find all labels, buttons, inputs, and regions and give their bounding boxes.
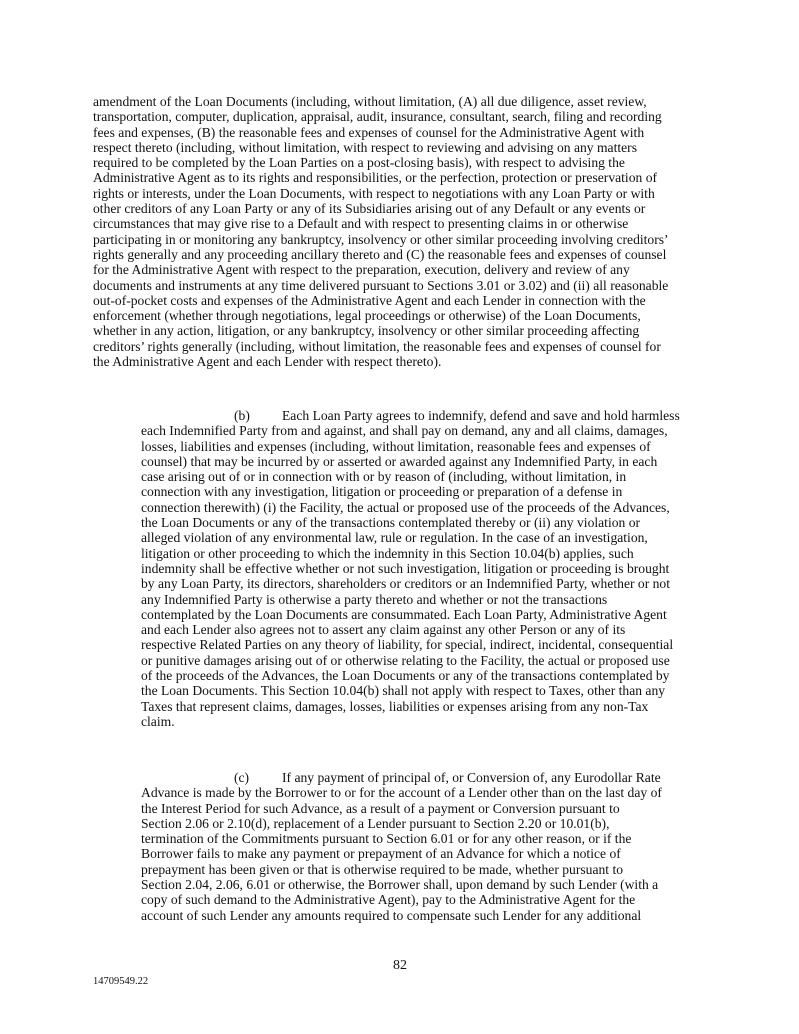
line-text: losses, liabilities and expenses (including, without limitation, reasonable fees and expenses of: [141, 438, 651, 454]
text-line: [141, 408, 680, 423]
line-text: respect thereto (including, without limitation, with respect to reviewing and advising on any matters: [93, 139, 637, 155]
text-line: [141, 862, 662, 877]
line-text: other creditors of any Loan Party or any of its Subsidiaries arising out of any Default or any events or: [93, 201, 646, 217]
text-line: [93, 216, 669, 231]
line-text: required to be completed by the Loan Parties on a post-closing basis), with respect to advising the: [93, 155, 625, 171]
text-line: [141, 576, 680, 591]
text-line: [141, 892, 662, 907]
line-text: circumstances that may give rise to a Default and with respect to presenting claims in or otherwise: [93, 216, 629, 232]
line-text: or punitive damages arising out of or otherwise relating to the Facility, the actual or proposed use: [141, 652, 670, 668]
text-line: [141, 831, 662, 846]
line-text: out-of-pocket costs and expenses of the Administrative Agent and each Lender in connection with the: [93, 292, 646, 308]
text-line: [141, 877, 662, 892]
text-line: [141, 546, 680, 561]
text-line: [93, 94, 669, 109]
text-line: [141, 801, 662, 816]
line-text: of the proceeds of the Advances, the Loan Documents or any of the transactions contemplated by: [141, 668, 670, 684]
line-text: transportation, computer, duplication, appraisal, audit, insurance, consultant, search, filing and recording: [93, 109, 662, 125]
text-line: [93, 232, 669, 247]
line-text: Section 2.04, 2.06, 6.01 or otherwise, the Borrower shall, upon demand by such Lender (with a: [141, 877, 659, 893]
line-text: rights generally and any proceeding ancillary thereto and (C) the reasonable fees and expenses of counsel: [93, 246, 667, 262]
text-line: [141, 683, 680, 698]
paragraph-marker: (b): [234, 408, 250, 423]
paragraph-marker: (c): [234, 770, 250, 785]
text-line: [141, 699, 680, 714]
line-text: for the Administrative Agent with respect to the preparation, execution, delivery and review of any: [93, 262, 630, 278]
line-text: contemplated by the Loan Documents are consummated. Each Loan Party, Administrative Agent: [141, 606, 667, 622]
line-text: If any payment of principal of, or Conversion of, any Eurodollar Rate: [282, 770, 661, 785]
line-text: respective Related Parties on any theory of liability, for special, indirect, incidental, consequential: [141, 637, 674, 653]
line-text: termination of the Commitments pursuant to Section 6.01 or for any other reason, or if the: [141, 831, 632, 847]
text-line: [93, 247, 669, 262]
text-line: [93, 278, 669, 293]
line-text: fees and expenses, (B) the reasonable fees and expenses of counsel for the Administrative Agent with: [93, 124, 645, 140]
line-text: creditors’ rights generally (including, without limitation, the reasonable fees and expenses of counsel for: [93, 338, 661, 354]
line-text: the Loan Documents or any of the transactions contemplated thereby or (ii) any violation or: [141, 515, 641, 531]
line-text: rights or interests, under the Loan Documents, with respect to negotiations with any Loan Party or with: [93, 185, 655, 201]
text-line: [93, 109, 669, 124]
line-text: and each Lender also agrees not to assert any claim against any other Person or any of its: [141, 622, 626, 638]
text-line: [93, 339, 669, 354]
text-line: [141, 714, 680, 729]
line-text: the Interest Period for such Advance, as a result of a payment or Conversion pursuant to: [141, 800, 620, 816]
text-line: [93, 201, 669, 216]
line-text: by any Loan Party, its directors, shareholders or creditors or an Indemnified Party, whether or not: [141, 576, 670, 592]
text-line: [93, 125, 669, 140]
line-text: connection with any investigation, litigation or proceeding or preparation of a defense in: [141, 484, 623, 500]
line-text: the Administrative Agent and each Lender with respect thereto).: [93, 354, 442, 370]
text-line: [93, 354, 669, 369]
line-text: Section 2.06 or 2.10(d), replacement of a Lender pursuant to Section 2.20 or 10.01(b),: [141, 815, 610, 831]
line-text: documents and instruments at any time delivered pursuant to Sections 3.01 or 3.02) and (ii) all reasonable: [93, 277, 669, 293]
text-line: [141, 439, 680, 454]
line-text: each Indemnified Party from and against, and shall pay on demand, any and all claims, damages,: [141, 423, 668, 439]
text-line: [141, 816, 662, 831]
paragraph-c: [141, 770, 662, 923]
text-line: [141, 469, 680, 484]
document-id: 14709549.22: [93, 976, 149, 987]
text-line: [141, 785, 662, 800]
text-line: [141, 454, 680, 469]
line-text: Each Loan Party agrees to indemnify, defend and save and hold harmless: [282, 408, 680, 423]
text-line: [141, 846, 662, 861]
text-line: [141, 530, 680, 545]
line-text: case arising out of or in connection with or by reason of (including, without limitation, in: [141, 469, 627, 485]
text-line: [141, 668, 680, 683]
line-text: Borrower fails to make any payment or prepayment of an Advance for which a notice of: [141, 846, 621, 862]
paragraph-a-continued: [93, 94, 669, 369]
text-line: [141, 484, 680, 499]
text-line: [141, 500, 680, 515]
text-line: [141, 637, 680, 652]
line-text: amendment of the Loan Documents (including, without limitation, (A) all due diligence, asset review,: [93, 94, 647, 109]
line-text: connection therewith) (i) the Facility, the actual or proposed use of the proceeds of the Advances,: [141, 499, 670, 515]
line-text: Administrative Agent as to its rights and responsibilities, or the perfection, protection or preservation of: [93, 170, 658, 186]
text-line: [93, 308, 669, 323]
line-text: counsel) that may be incurred by or asserted or awarded against any Indemnified Party, in each: [141, 453, 658, 469]
page-number: 82: [393, 958, 407, 973]
text-line: [93, 293, 669, 308]
line-text: Advance is made by the Borrower to or for the account of a Lender other than on the last day of: [141, 785, 662, 801]
text-line: [93, 170, 669, 185]
line-text: alleged violation of any environmental law, rule or regulation. In the case of an investigation,: [141, 530, 648, 546]
line-text: litigation or other proceeding to which the indemnity in this Section 10.04(b) applies, such: [141, 545, 634, 561]
text-line: [141, 622, 680, 637]
text-line: [93, 323, 669, 338]
line-text: participating in or monitoring any bankruptcy, insolvency or other similar proceeding involving creditors’: [93, 231, 669, 247]
text-line: [141, 515, 680, 530]
line-text: any Indemnified Party is otherwise a party thereto and whether or not the transactions: [141, 591, 608, 607]
text-line: [141, 908, 662, 923]
text-line: [93, 262, 669, 277]
text-line: [93, 140, 669, 155]
text-line: [141, 423, 680, 438]
paragraph-b: [141, 408, 680, 729]
line-text: account of such Lender any amounts required to compensate such Lender for any additional: [141, 907, 642, 923]
text-line: [93, 186, 669, 201]
text-line: [141, 653, 680, 668]
text-line: [141, 607, 680, 622]
text-line: [141, 770, 662, 785]
text-line: [93, 155, 669, 170]
text-line: [141, 561, 680, 576]
line-text: whether in any action, litigation, or any bankruptcy, insolvency or other similar proceeding affecting: [93, 323, 640, 339]
line-text: enforcement (whether through negotiations, legal proceedings or otherwise) of the Loan Documents,: [93, 308, 641, 324]
line-text: indemnity shall be effective whether or not such investigation, litigation or proceeding is brought: [141, 560, 670, 576]
line-text: claim.: [141, 713, 175, 729]
line-text: Taxes that represent claims, damages, losses, liabilities or expenses arising from any non-Tax: [141, 698, 649, 714]
line-text: the Loan Documents. This Section 10.04(b) shall not apply with respect to Taxes, other than any: [141, 683, 666, 699]
line-text: prepayment has been given or that is otherwise required to be made, whether pursuant to: [141, 861, 624, 877]
line-text: copy of such demand to the Administrative Agent), pay to the Administrative Agent for the: [141, 892, 636, 908]
text-line: [141, 592, 680, 607]
